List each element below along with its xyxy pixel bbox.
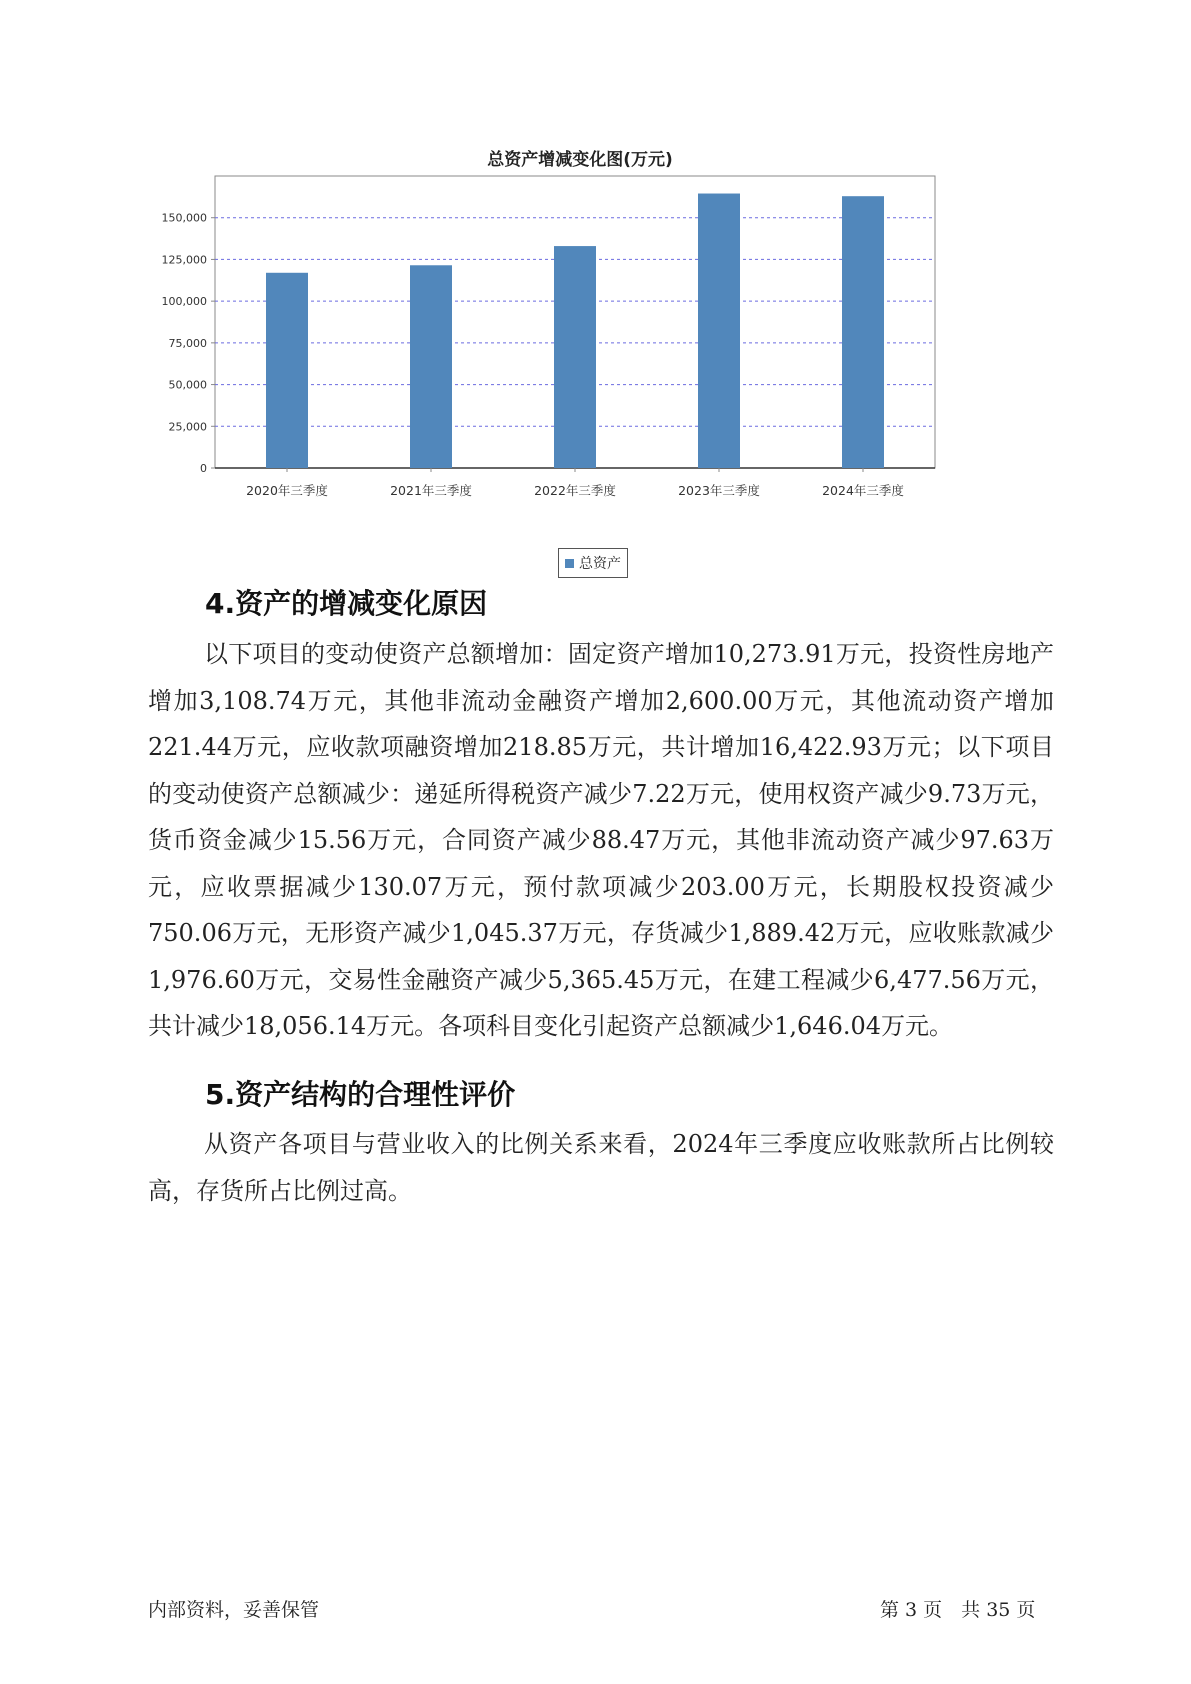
section5-body: 从资产各项目与营业收入的比例关系来看，2024年三季度应收账款所占比例较高，存货所占比例过高。 [148, 1130, 1054, 1205]
x-tick-label: 2023年三季度 [678, 483, 760, 498]
y-tick-label: 50,000 [168, 378, 207, 392]
section4-heading: 4.资产的增减变化原因 [205, 587, 488, 620]
x-tick-label: 2024年三季度 [822, 483, 904, 498]
bar [698, 194, 740, 468]
x-tick-label: 2020年三季度 [246, 483, 328, 498]
y-tick-label: 0 [200, 462, 207, 475]
section5-heading: 5.资产结构的合理性评价 [205, 1078, 516, 1111]
y-tick-label: 75,000 [168, 336, 207, 350]
bar [266, 273, 308, 468]
y-tick-label: 25,000 [168, 420, 207, 434]
chart-svg [140, 135, 1020, 605]
bar [842, 196, 884, 468]
section4-body: 以下项目的变动使资产总额增加：固定资产增加10,273.91万元，投资性房地产增加3,108.74万元，其他非流动金融资产增加2,600.00万元，其他流动资产增加221.44万元，应收款项融资增加218.85万元，共计增加16,422.93万元；以下项目的变动使资产总额减少：递延所得税资产减少7.22万元，使用权资产减少9.73万元，货币资金减少15.56万元，合同资产减少88.47万元，其他非流动资产减少97.63万元，应收票据减少130.07万元，预付款项减少203.00万元，长期股权投资减少750.06万元，无形资产减少1,045.37万元，存货减少1,889.42万元，应收账款减少1,976.60万元，交易性金融资产减少5,365.45万元，在建工程减少6,477.56万元，共计减少18,056.14万元。各项科目变化引起资产总额减少1,646.04万元。 [148, 640, 1054, 1040]
legend-swatch [565, 559, 574, 568]
total-assets-chart [140, 135, 1020, 605]
legend-label: 总资产 [579, 556, 621, 572]
x-tick-label: 2021年三季度 [390, 483, 472, 498]
footer-confidential-note: 内部资料，妥善保管 [148, 1599, 320, 1621]
bar [410, 265, 452, 468]
chart-title: 总资产增减变化图(万元) [487, 150, 673, 170]
y-tick-label: 150,000 [161, 211, 207, 225]
y-tick-label: 125,000 [161, 253, 207, 267]
chart-legend [558, 548, 628, 578]
y-tick-label: 100,000 [161, 295, 207, 309]
footer-page-number: 第 3 页 共 35 页 [880, 1599, 1036, 1621]
x-tick-label: 2022年三季度 [534, 483, 616, 498]
bar [554, 246, 596, 468]
